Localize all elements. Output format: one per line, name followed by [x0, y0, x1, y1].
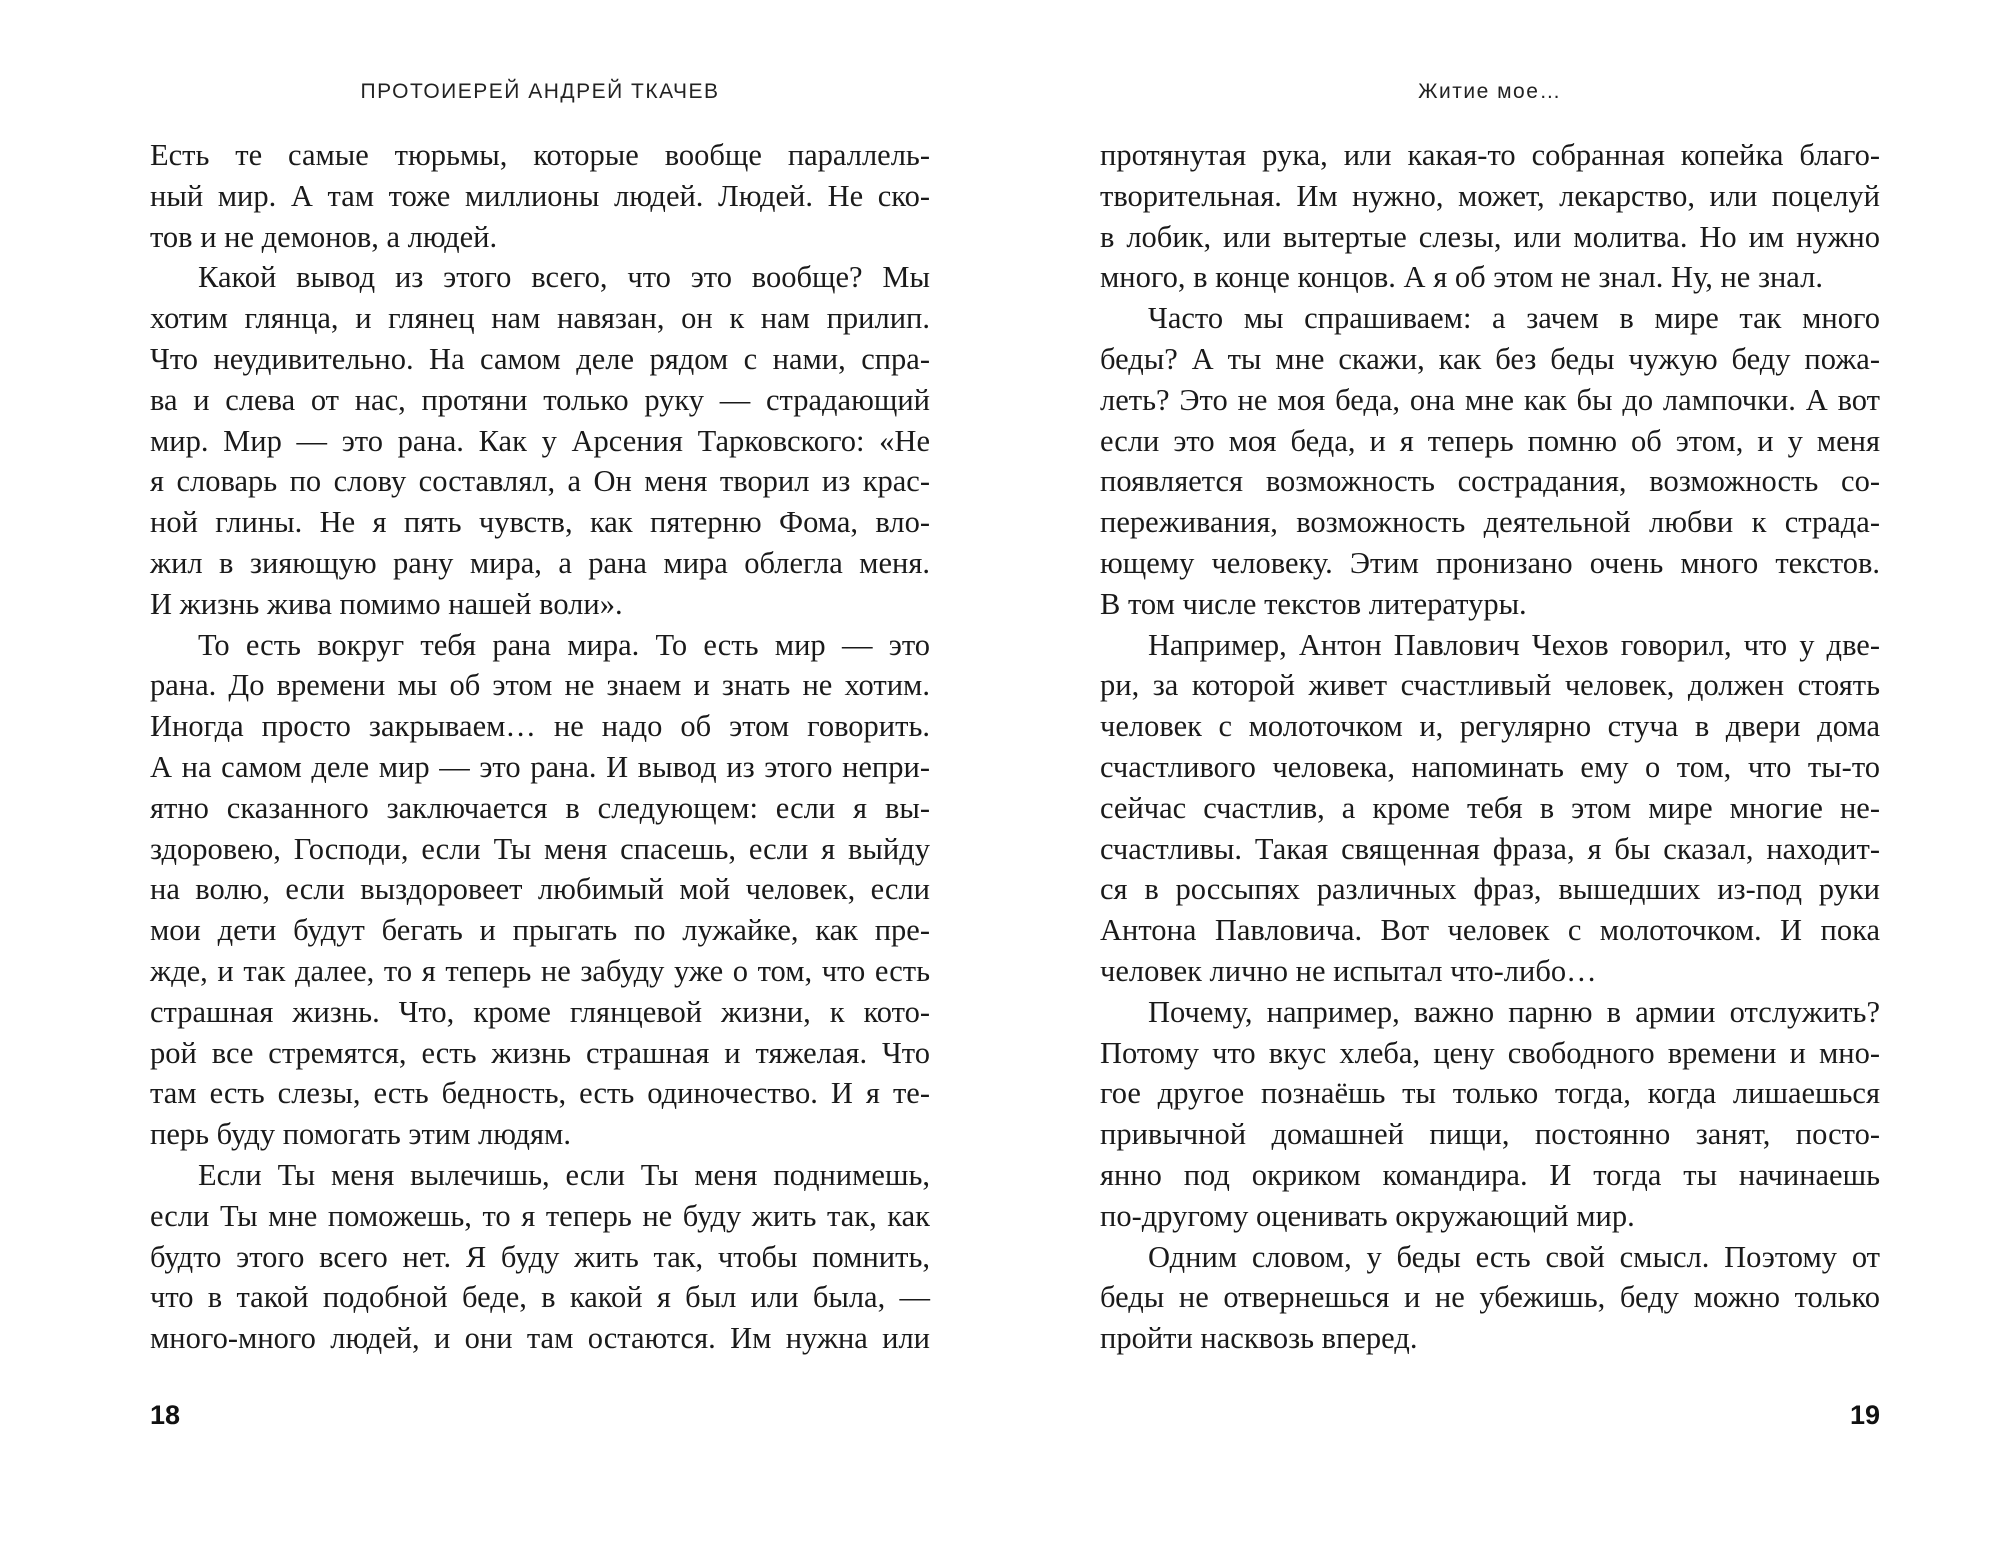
text-line: счастливого человека, напоминать ему о том, что ты-то — [1100, 749, 1880, 784]
text-line: ющему человеку. Этим пронизано очень много текстов. — [1100, 545, 1880, 580]
text-line: И жизнь жива помимо нашей воли». — [150, 586, 623, 621]
right-page-text — [1100, 135, 1880, 1359]
text-line: Иногда просто закрываем… не надо об этом говорить. — [150, 709, 930, 744]
text-line: леть? Это не моя беда, она мне как бы до лампочки. А вот — [1100, 382, 1880, 417]
text-line: привычной домашней пищи, постоянно занят, посто- — [1100, 1117, 1880, 1152]
text-line: будто этого всего нет. Я буду жить так, чтобы помнить, — [150, 1239, 930, 1274]
text-line: много, в конце концов. А я об этом не знал. Ну, не знал. — [1100, 260, 1823, 295]
left-page-text — [150, 135, 930, 1359]
text-line: Потому что вкус хлеба, цену свободного времени и мно- — [1100, 1035, 1880, 1070]
text-line: Одним словом, у беды есть свой смысл. Поэтому от — [1148, 1239, 1880, 1274]
text-line: То есть вокруг тебя рана мира. То есть мир — это — [198, 627, 930, 662]
text-line: счастливы. Такая священная фраза, я бы сказал, находит- — [1100, 831, 1880, 866]
text-line: на волю, если выздоровеет любимый мой человек, если — [150, 872, 930, 907]
text-line: Что неудивительно. На самом деле рядом с нами, спра- — [150, 341, 930, 376]
text-line: ный мир. А там тоже миллионы людей. Людей. Не ско- — [150, 178, 930, 213]
text-line: Антона Павловича. Вот человек с молоточком. И пока — [1100, 913, 1880, 948]
text-line: много-много людей, и они там остаются. Им нужна или — [150, 1321, 930, 1356]
text-line: ся в россыпях различных фраз, вышедших из-под руки — [1100, 872, 1880, 907]
text-line: ятно сказанного заключается в следующем: если я вы- — [150, 790, 930, 825]
text-line: рана. До времени мы об этом не знаем и знать не хотим. — [150, 668, 930, 703]
text-line: человек лично не испытал что-либо… — [1100, 953, 1597, 988]
text-line: ри, за которой живет счастливый человек, должен стоять — [1100, 668, 1880, 703]
text-line: А на самом деле мир — это рана. И вывод из этого непри- — [150, 749, 930, 784]
text-line: страшная жизнь. Что, кроме глянцевой жизни, к кото- — [150, 994, 930, 1029]
text-line: перь буду помогать этим людям. — [150, 1117, 571, 1152]
running-head-title: Житие мое… — [1418, 80, 1562, 103]
text-line: рой все стремятся, есть жизнь страшная и тяжелая. Что — [150, 1035, 930, 1070]
text-line: Почему, например, важно парню в армии отслужить? — [1148, 994, 1880, 1029]
text-line: Если Ты меня вылечишь, если Ты меня поднимешь, — [198, 1157, 930, 1192]
text-line: ной глины. Не я пять чувств, как пятерню Фома, вло- — [150, 505, 930, 540]
text-line: что в такой подобной беде, в какой я был или была, — — [150, 1280, 930, 1315]
text-line: ва и слева от нас, протяни только руку — страдающий — [150, 382, 930, 417]
text-line: пройти насквозь вперед. — [1100, 1321, 1418, 1356]
text-line: беды? А ты мне скажи, как без беды чужую беду пожа- — [1100, 341, 1880, 376]
page-number: 19 — [1849, 1400, 1880, 1430]
text-line: жил в зияющую рану мира, а рана мира облегла меня. — [150, 545, 930, 580]
text-line: Есть те самые тюрьмы, которые вообще параллель- — [150, 138, 930, 172]
text-line: Например, Антон Павлович Чехов говорил, что у две- — [1148, 627, 1880, 662]
text-line: сейчас счастлив, а кроме тебя в этом мире многие не- — [1100, 790, 1880, 825]
text-line: если это моя беда, и я теперь помню об этом, и у меня — [1100, 423, 1880, 458]
text-line: по-другому оценивать окружающий мир. — [1100, 1198, 1635, 1233]
page-number: 18 — [150, 1400, 181, 1430]
text-line: янно под окриком командира. И тогда ты начинаешь — [1100, 1157, 1880, 1192]
text-line: беды не отвернешься и не убежишь, беду можно только — [1100, 1280, 1880, 1315]
text-line: Часто мы спрашиваем: а зачем в мире так много — [1148, 301, 1880, 336]
text-line: В том числе текстов литературы. — [1100, 586, 1527, 621]
text-line: там есть слезы, есть бедность, есть одиночество. И я те- — [150, 1076, 930, 1111]
text-line: переживания, возможность деятельной любви к страда- — [1100, 505, 1880, 540]
text-line: тов и не демонов, а людей. — [150, 219, 498, 254]
text-line: гое другое познаёшь ты только тогда, когда лишаешься — [1100, 1076, 1880, 1111]
text-line: хотим глянца, и глянец нам навязан, он к нам прилип. — [150, 301, 930, 336]
text-line: если Ты мне поможешь, то я теперь не буду жить так, как — [150, 1198, 930, 1233]
text-line: Какой вывод из этого всего, что это вообще? Мы — [198, 260, 930, 295]
text-line: здоровею, Господи, если Ты меня спасешь, если я выйду — [150, 831, 930, 866]
text-line: жде, и так далее, то я теперь не забуду уже о том, что есть — [150, 953, 930, 988]
text-line: мои дети будут бегать и прыгать по лужайке, как пре- — [150, 913, 930, 948]
running-head-author: ПРОТОИЕРЕЙ АНДРЕЙ ТКАЧЕВ — [360, 80, 720, 103]
text-line: протянутая рука, или какая-то собранная копейка благо- — [1100, 138, 1880, 172]
text-line: мир. Мир — это рана. Как у Арсения Тарковского: «Не — [150, 423, 930, 458]
text-line: появляется возможность сострадания, возможность со- — [1100, 464, 1880, 499]
text-line: творительная. Им нужно, может, лекарство, или поцелуй — [1100, 178, 1880, 213]
text-line: я словарь по слову составлял, а Он меня творил из крас- — [150, 464, 930, 499]
text-line: человек с молоточком и, регулярно стуча в двери дома — [1100, 709, 1880, 744]
text-line: в лобик, или вытертые слезы, или молитва. Но им нужно — [1100, 219, 1880, 254]
